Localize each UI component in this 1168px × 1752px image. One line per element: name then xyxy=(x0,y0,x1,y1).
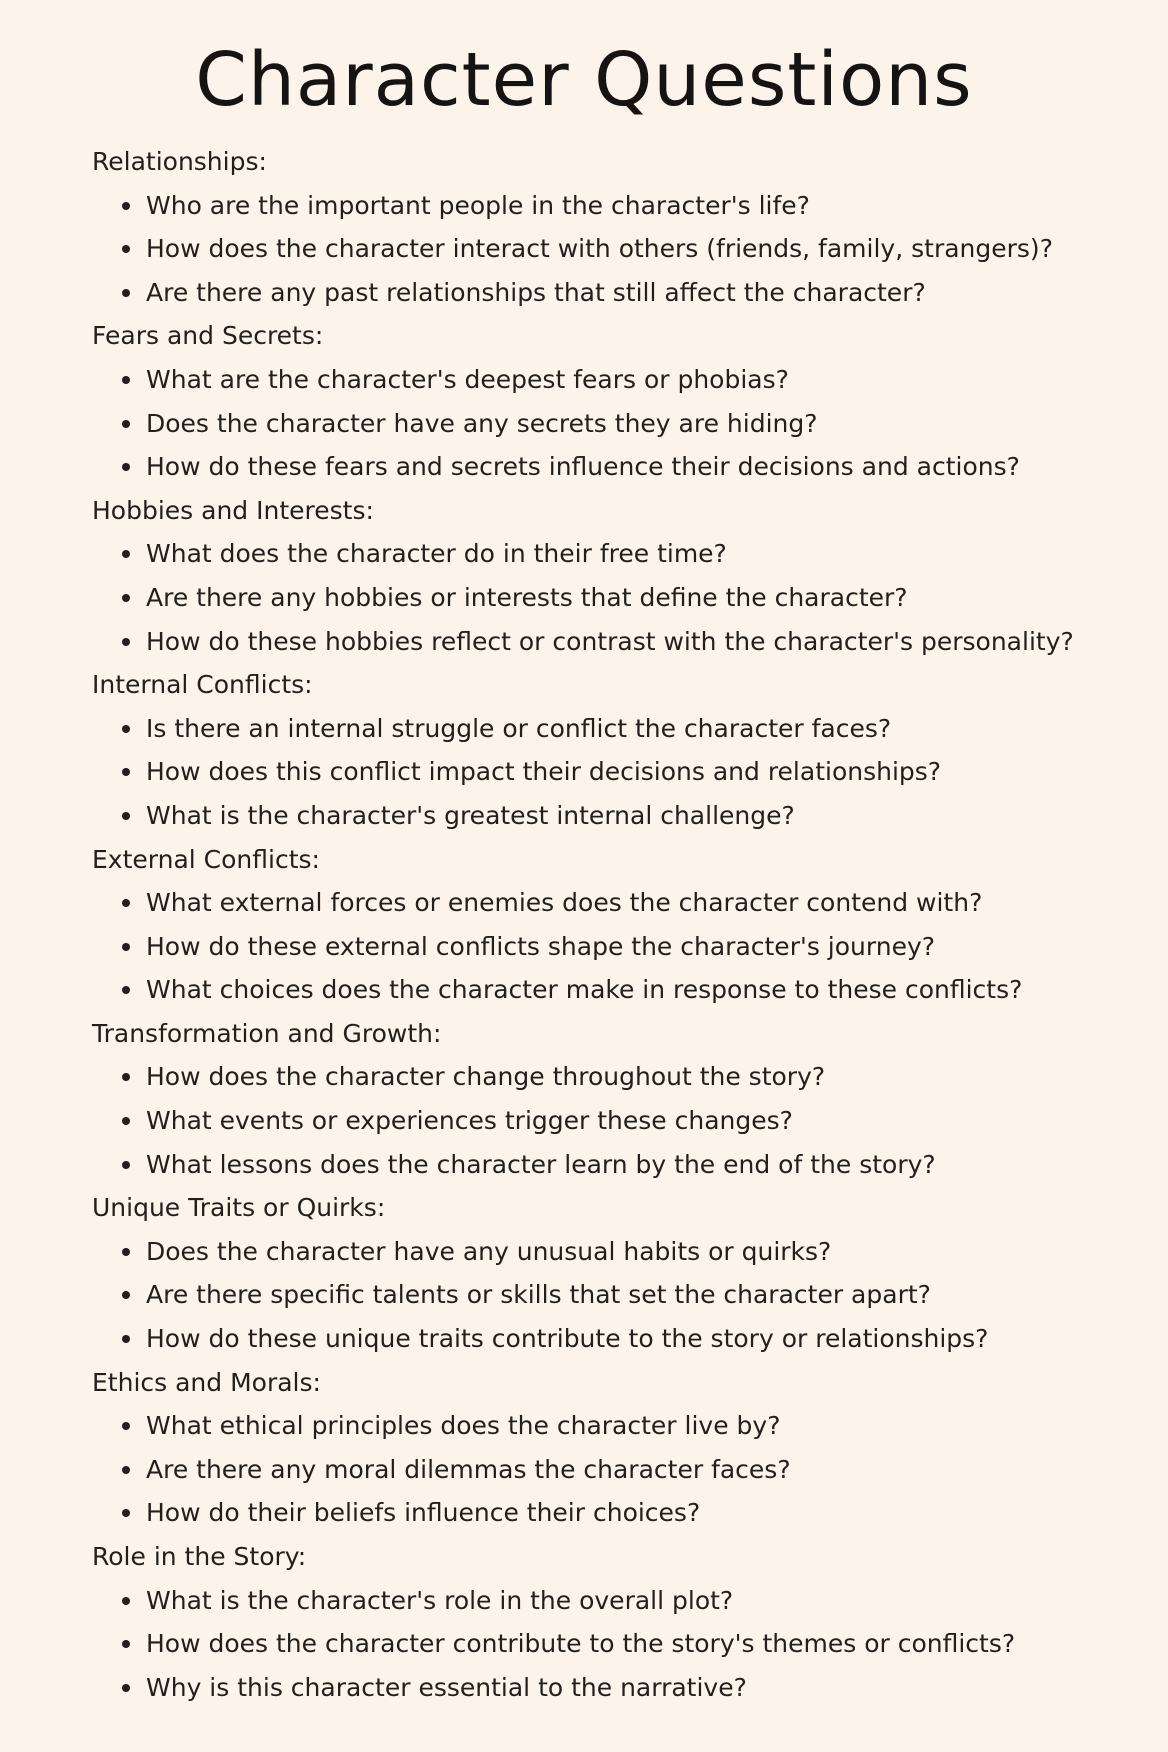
bullet-icon xyxy=(122,725,130,733)
section-heading: Hobbies and Interests: xyxy=(92,495,374,525)
list-item xyxy=(92,1491,1152,1535)
list-item xyxy=(92,794,1152,838)
list-item xyxy=(92,532,1152,576)
bullet-icon xyxy=(122,245,130,253)
bullet-icon xyxy=(122,1335,130,1343)
bullet-icon xyxy=(122,1422,130,1430)
section-heading: Ethics and Morals: xyxy=(92,1367,321,1397)
page-title: Character Questions xyxy=(195,37,973,123)
question-text: How do these external conflicts shape the character's journey? xyxy=(146,931,936,961)
question-text: What choices does the character make in response to these conflicts? xyxy=(146,975,1023,1005)
question-text: What events or experiences trigger these changes? xyxy=(146,1106,793,1136)
list-item xyxy=(92,227,1152,271)
section-relationships xyxy=(92,140,1152,314)
question-text: Are there any hobbies or interests that define the character? xyxy=(146,582,908,612)
list-item xyxy=(92,968,1152,1012)
list-item xyxy=(92,576,1152,620)
question-text: Does the character have any unusual habits or quirks? xyxy=(146,1236,832,1266)
question-text: How does the character interact with others (friends, family, strangers)? xyxy=(146,234,1053,264)
bullet-icon xyxy=(122,943,130,951)
list-item xyxy=(92,1579,1152,1623)
question-group xyxy=(92,184,1152,315)
question-text: What ethical principles does the character live by? xyxy=(146,1411,781,1441)
section-heading: External Conflicts: xyxy=(92,844,320,874)
list-item xyxy=(92,1622,1152,1666)
list-item xyxy=(92,271,1152,315)
question-group xyxy=(92,358,1152,489)
list-item xyxy=(92,925,1152,969)
list-item xyxy=(92,1143,1152,1187)
question-text: What external forces or enemies does the character contend with? xyxy=(146,888,983,918)
bullet-icon xyxy=(122,1248,130,1256)
question-group xyxy=(92,1579,1152,1710)
question-text: How does this conflict impact their decisions and relationships? xyxy=(146,757,942,787)
question-group xyxy=(92,707,1152,838)
list-item xyxy=(92,445,1152,489)
bullet-icon xyxy=(122,638,130,646)
question-text: Are there specific talents or skills that set the character apart? xyxy=(146,1280,931,1310)
list-item xyxy=(92,1404,1152,1448)
section-heading: Relationships: xyxy=(92,147,267,176)
question-text: What is the character's role in the overall plot? xyxy=(146,1585,734,1615)
bullet-icon xyxy=(122,1509,130,1517)
question-group xyxy=(92,1230,1152,1361)
section-internal-conflicts xyxy=(92,663,1152,837)
section-unique-traits-or-quirks xyxy=(92,1186,1152,1360)
question-text: Are there any past relationships that still affect the character? xyxy=(146,277,926,307)
list-item xyxy=(92,358,1152,402)
bullet-icon xyxy=(122,1117,130,1125)
list-item xyxy=(92,707,1152,751)
list-item xyxy=(92,1230,1152,1274)
question-text: Does the character have any secrets they are hiding? xyxy=(146,408,818,438)
bullet-icon xyxy=(122,1684,130,1692)
section-external-conflicts xyxy=(92,838,1152,1012)
question-text: Is there an internal struggle or conflict the character faces? xyxy=(146,713,892,743)
bullet-icon xyxy=(122,1073,130,1081)
question-text: How do these fears and secrets influence their decisions and actions? xyxy=(146,452,1020,482)
bullet-icon xyxy=(122,594,130,602)
bullet-icon xyxy=(122,420,130,428)
question-text: What lessons does the character learn by the end of the story? xyxy=(146,1149,936,1179)
list-item xyxy=(92,402,1152,446)
question-text: What does the character do in their free time? xyxy=(146,539,727,569)
section-transformation-and-growth xyxy=(92,1012,1152,1186)
bullet-icon xyxy=(122,1466,130,1474)
question-text: Why is this character essential to the narrative? xyxy=(146,1672,747,1702)
bullet-icon xyxy=(122,899,130,907)
list-item xyxy=(92,1273,1152,1317)
question-group xyxy=(92,1055,1152,1186)
list-item xyxy=(92,1317,1152,1361)
bullet-icon xyxy=(122,1597,130,1605)
question-text: Who are the important people in the character's life? xyxy=(146,190,810,220)
section-heading: Unique Traits or Quirks: xyxy=(92,1193,386,1223)
question-text: How does the character change throughout the story? xyxy=(146,1062,826,1092)
section-fears-and-secrets xyxy=(92,314,1152,488)
list-item xyxy=(92,1666,1152,1710)
section-heading: Fears and Secrets: xyxy=(92,321,324,351)
list-item xyxy=(92,184,1152,228)
question-text: How do these hobbies reflect or contrast with the character's personality? xyxy=(146,626,1074,656)
bullet-icon xyxy=(122,1291,130,1299)
list-item xyxy=(92,1055,1152,1099)
question-list xyxy=(92,140,1152,1709)
list-item xyxy=(92,620,1152,664)
question-group xyxy=(92,532,1152,663)
question-text: What are the character's deepest fears or phobias? xyxy=(146,364,789,394)
bullet-icon xyxy=(122,1161,130,1169)
list-item xyxy=(92,1099,1152,1143)
section-heading: Role in the Story: xyxy=(92,1542,307,1571)
bullet-icon xyxy=(122,289,130,297)
question-group xyxy=(92,881,1152,1012)
bullet-icon xyxy=(122,986,130,994)
section-heading: Internal Conflicts: xyxy=(92,670,313,700)
list-item xyxy=(92,750,1152,794)
question-text: Are there any moral dilemmas the character faces? xyxy=(146,1454,791,1484)
section-hobbies-and-interests xyxy=(92,489,1152,663)
bullet-icon xyxy=(122,550,130,558)
bullet-icon xyxy=(122,768,130,776)
question-text: What is the character's greatest internal challenge? xyxy=(146,800,795,830)
question-text: How do their beliefs influence their choices? xyxy=(146,1498,701,1528)
section-ethics-and-morals xyxy=(92,1361,1152,1535)
bullet-icon xyxy=(122,463,130,471)
question-text: How does the character contribute to the story's themes or conflicts? xyxy=(146,1629,1016,1659)
bullet-icon xyxy=(122,202,130,210)
question-text: How do these unique traits contribute to the story or relationships? xyxy=(146,1324,989,1354)
list-item xyxy=(92,1448,1152,1492)
bullet-icon xyxy=(122,812,130,820)
bullet-icon xyxy=(122,376,130,384)
section-role-in-the-story xyxy=(92,1535,1152,1709)
question-group xyxy=(92,1404,1152,1535)
list-item xyxy=(92,881,1152,925)
section-heading: Transformation and Growth: xyxy=(92,1018,442,1048)
bullet-icon xyxy=(122,1640,130,1648)
